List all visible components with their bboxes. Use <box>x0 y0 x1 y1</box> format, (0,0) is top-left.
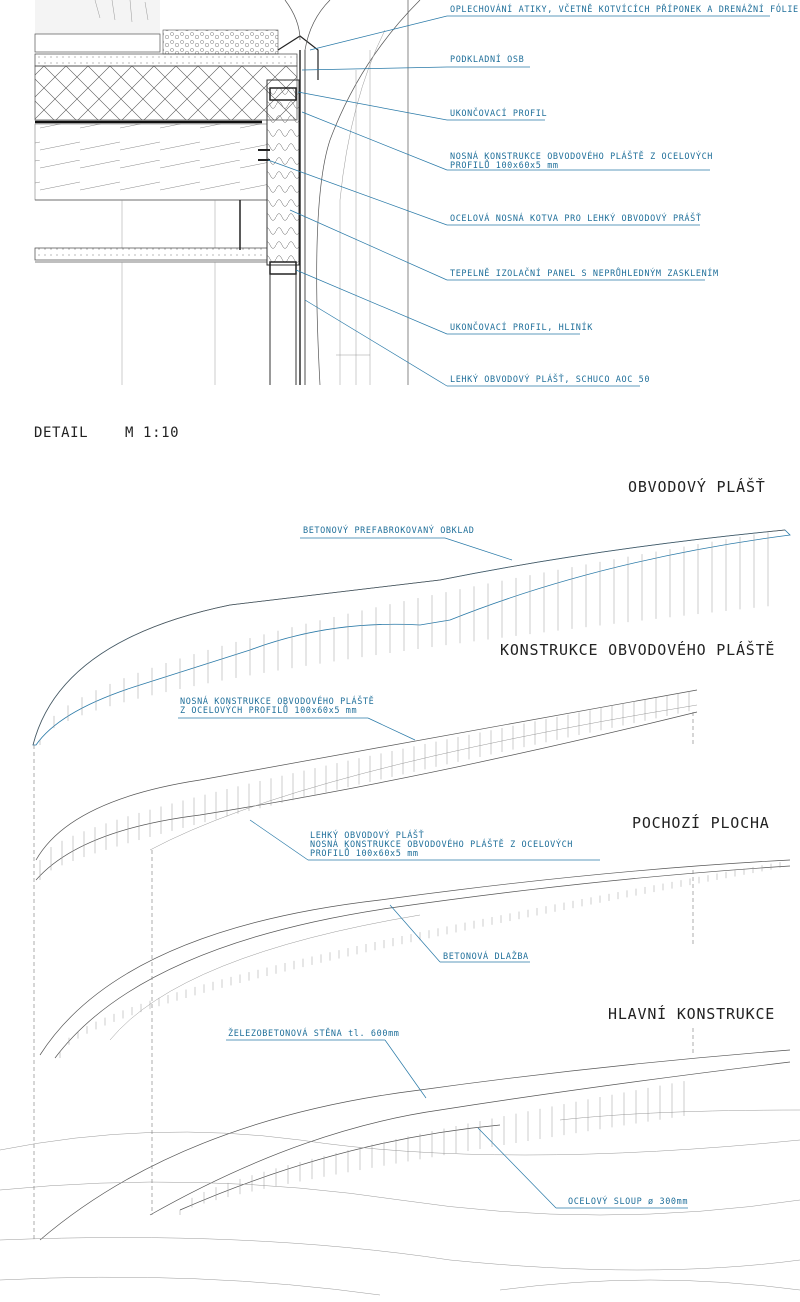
label-oplechovani: OPLECHOVÁNÍ ATIKY, VČETNĚ KOTVÍCÍCH PŘÍPONEK A DRENÁŽNÍ FÓLIE <box>450 5 799 15</box>
detail-scale: M 1:10 <box>125 425 180 441</box>
insulation-layer <box>35 66 297 120</box>
title-hlavni-konstrukce: HLAVNÍ KONSTRUKCE <box>608 1005 776 1023</box>
gravel-layer <box>163 30 278 54</box>
label-ukoncovaci-hlinik: UKONČOVACÍ PROFIL, HLINÍK <box>450 323 593 333</box>
label-lehky-plast-axo-1: LEHKÝ OBVODOVÝ PLÁŠŤ <box>310 831 425 841</box>
layer-main-structure <box>0 1050 800 1295</box>
layer-walkway <box>40 860 790 1058</box>
label-izolacni-panel: TEPELNĚ IZOLAČNÍ PANEL S NEPRŮHLEDNÝM ZASKLENÍM <box>450 269 719 279</box>
label-ukoncovaci-profil: UKONČOVACÍ PROFIL <box>450 109 548 119</box>
layer-facade-cladding <box>33 530 790 745</box>
label-ocelovy-sloup: OCELOVÝ SLOUP ø 300mm <box>568 1197 689 1207</box>
label-nosna-konstrukce-1: NOSNÁ KONSTRUKCE OBVODOVÉHO PLÁŠTĚ Z OCELOVÝCH <box>450 152 714 162</box>
green-roof-layer <box>35 0 160 34</box>
title-konstrukce: KONSTRUKCE OBVODOVÉHO PLÁŠTĚ <box>500 641 776 659</box>
facade-insulation-panel <box>267 80 299 265</box>
label-lehky-plast: LEHKÝ OBVODOVÝ PLÁŠŤ, SCHUCO AOC 50 <box>450 375 651 385</box>
label-lehky-plast-axo-2: NOSNÁ KONSTRUKCE OBVODOVÉHO PLÁŠTĚ Z OCELOVÝCH <box>310 840 574 850</box>
title-pochozi-plocha: POCHOZÍ PLOCHA <box>632 814 770 832</box>
concrete-slab <box>35 124 267 200</box>
alignment-lines <box>34 712 693 1240</box>
label-nosna-konstrukce-2: PROFILŮ 100x60x5 mm <box>450 161 559 171</box>
label-podkladni-osb: PODKLADNÍ OSB <box>450 55 525 65</box>
label-betonova-dlazba: BETONOVÁ DLAŽBA <box>443 952 529 962</box>
title-obvodovy-plast: OBVODOVÝ PLÁŠŤ <box>628 478 766 496</box>
label-betonovy-obklad: BETONOVÝ PREFABROKOVANÝ OBKLAD <box>303 526 475 536</box>
label-nosna-konstrukce-axo-1: NOSNÁ KONSTRUKCE OBVODOVÉHO PLÁŠTĚ <box>180 697 375 707</box>
detail-section-drawing <box>35 0 420 385</box>
label-nosna-konstrukce-axo-2: Z OCELOVÝCH PROFILŮ 100x60x5 mm <box>180 706 358 716</box>
detail-caption: DETAIL <box>34 425 89 441</box>
label-ocelova-kotva: OCELOVÁ NOSNÁ KOTVA PRO LEHKÝ OBVODOVÝ PRÁŠŤ <box>450 214 702 224</box>
label-lehky-plast-axo-3: PROFILŮ 100x60x5 mm <box>310 849 419 859</box>
label-zelezobetonova-stena: ŽELEZOBETONOVÁ STĚNA tl. 600mm <box>228 1029 400 1039</box>
